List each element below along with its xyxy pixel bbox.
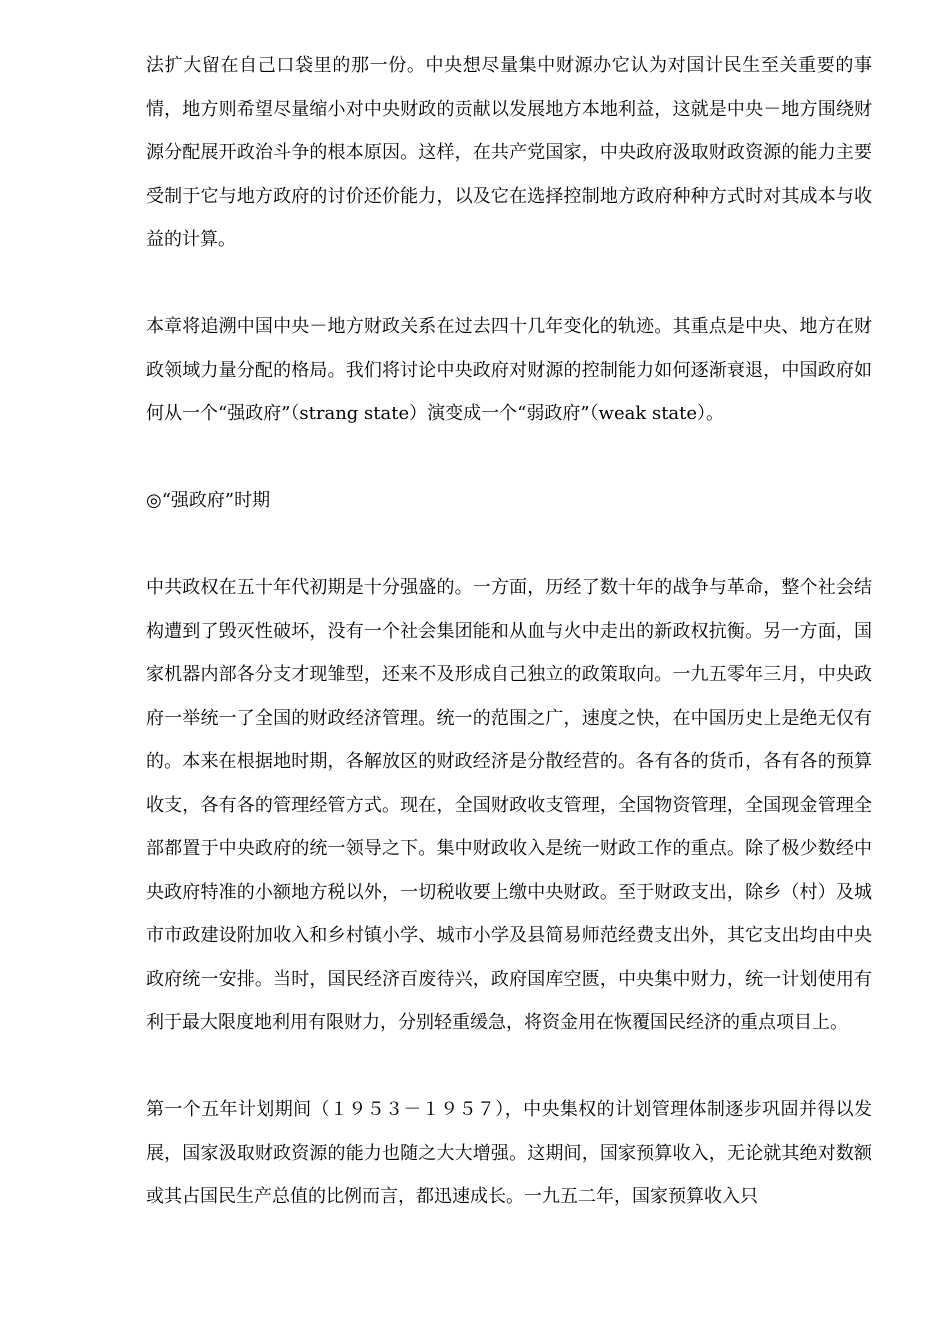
section-heading: ◎“强政府”时期 bbox=[146, 490, 271, 511]
paragraph-3: 中共政权在五十年代初期是十分强盛的。一方面，历经了数十年的战争与革命，整个社会结构遭到了毁灭性破坏，没有一个社会集团能和从血与火中走出的新政权抗衡。另一方面，国家机器内部各分支才现雏型，还来不及形成自己独立的政策取向。一九五零年三月，中央政府一举统一了全国的财政经济管理。统一的范围之广，速度之快，在中国历史上是绝无仅有的。本来在根据地时期，各解放区的财政经济是分散经营的。各有各的货币，各有各的预算收支，各有各的管理经管方式。现在，全国财政收支管理，全国物资管理，全国现金管理全部都置于中央政府的统一领导之下。集中财政收入是统一财政工作的重点。除了极少数经中央政府特准的小额地方税以外，一切税收要上缴中央财政。至于财政支出，除乡（村）及城市市政建设附加收入和乡村镇小学、城市小学及县简易师范经费支出外，其它支出均由中央政府统一安排。当时，国民经济百废待兴，政府国库空匮，中央集中财力，统一计划使用有利于最大限度地利用有限财力，分别轻重缓急，将资金用在恢覆国民经济的重点项目上。 bbox=[146, 577, 872, 1033]
paragraph-2: 本章将追溯中国中央－地方财政关系在过去四十几年变化的轨迹。其重点是中央、地方在财政领域力量分配的格局。我们将讨论中央政府对财源的控制能力如何逐渐衰退，中国政府如何从一个“强政府”（strang state）演变成一个“弱政府”（weak state）。 bbox=[146, 316, 872, 424]
document-page bbox=[146, 44, 872, 1262]
paragraph-4: 第一个五年计划期间（１９５３－１９５７），中央集权的计划管理体制逐步巩固并得以发展，国家汲取财政资源的能力也随之大大增强。这期间，国家预算收入，无论就其绝对数额或其占国民生产总值的比例而言，都迅速成长。一九五二年，国家预算收入只 bbox=[146, 1099, 872, 1207]
paragraph-1: 法扩大留在自己口袋里的那一份。中央想尽量集中财源办它认为对国计民生至关重要的事情，地方则希望尽量缩小对中央财政的贡献以发展地方本地利益，这就是中央－地方围绕财源分配展开政治斗争的根本原因。这样，在共产党国家，中央政府汲取财政资源的能力主要受制于它与地方政府的讨价还价能力，以及它在选择控制地方政府种种方式时对其成本与收益的计算。 bbox=[146, 55, 872, 250]
